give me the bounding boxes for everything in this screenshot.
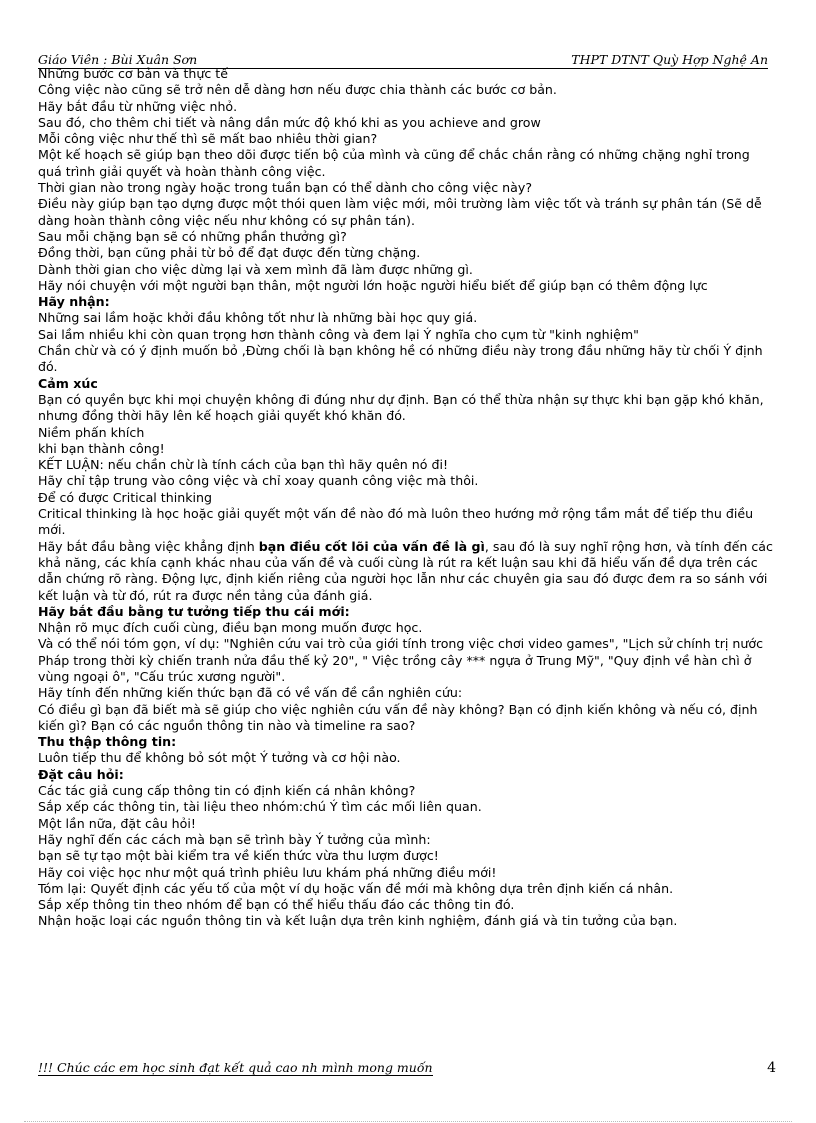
body-line: Hãy nghĩ đến các cách mà bạn sẽ trình bày Ý tưởng của mình: [38,831,431,847]
body-line: Và có thể nói tóm gọn, ví dụ: "Nghiên cứu vai trò của giới tính trong việc chơi video games", "Lịch sử chính trị nước Pháp trong thời kỳ chiến tranh nửa đầu thế kỷ 20", " Việc trồng cây *** ngựa ở Trung Mỹ", "Quy định về hàn chì ở vùng ngoại ô", "Cấu trúc xương người". [38,636,763,684]
body-line: Bạn có quyền bực khi mọi chuyện không đi đúng như dự định. Bạn có thể thừa nhận sự thực khi bạn gặp khó khăn, nhưng đồng thời hãy lên kế hoạch giải quyết khó khăn đó. [38,391,764,424]
body-line: Có điều gì bạn đã biết mà sẽ giúp cho việc nghiên cứu vấn đề này không? Bạn có định kiến không và nếu có, định kiến gì? Bạn có các nguồn thông tin nào và timeline ra sao? [38,701,758,733]
body-line: khi bạn thành công! [38,440,165,456]
body-line: KẾT LUẬN: nếu chần chừ là tính cách của bạn thì hãy quên nó đi! [38,457,449,473]
body-line: Sắp xếp thông tin theo nhóm để bạn có thể hiểu thấu đáo các thông tin đó. [38,897,515,913]
section-heading: Thu thập thông tin: [38,734,177,750]
body-line: Dành thời gian cho việc dừng lại và xem mình đã làm được những gì. [38,261,473,277]
body-line: Các tác giả cung cấp thông tin có định kiến cá nhân không? [38,783,416,799]
section-heading: Đặt câu hỏi: [38,766,124,782]
body-line: Để có được Critical thinking [38,489,212,505]
body-line: Sắp xếp các thông tin, tài liệu theo nhóm:chú Ý tìm các mối liên quan. [38,799,482,815]
footer-text: !!! Chúc các em học sinh đạt kết quả cao nh mình mong muốn [38,1060,433,1075]
body-line: Nhận rõ mục đích cuối cùng, điều bạn mong muốn được học. [38,620,423,636]
body-line-text: Hãy bắt đầu bằng việc khẳng định [38,538,259,554]
section-heading: Hãy nhận: [38,294,110,310]
body-line: Hãy bắt đầu từ những việc nhỏ. [38,98,238,114]
header-school: THPT DTNT Quỳ Hợp Nghệ An [571,52,768,67]
body-line: Sai lầm nhiều khi còn quan trọng hơn thành công và đem lại Ý nghĩa cho cụm từ "kinh nghiệm" [38,326,639,342]
section-heading: Hãy bắt đầu bằng tư tưởng tiếp thu cái mới: [38,603,350,619]
body-line: Hãy nói chuyện với một người bạn thân, một người lớn hoặc người hiểu biết để giúp bạn có thêm động lực [38,277,708,293]
body-line: Hãy chỉ tập trung vào công việc và chỉ xoay quanh công việc mà thôi. [38,473,479,489]
body-line: Chần chừ và có ý định muốn bỏ ,Đừng chối là bạn không hề có những điều này trong đầu những hãy từ chối Ý định đó. [38,343,763,375]
body-line: Thời gian nào trong ngày hoặc trong tuần bạn có thể dành cho công việc này? [38,180,532,196]
body-line: Niềm phấn khích [38,424,145,440]
body-line: Sau đó, cho thêm chi tiết và nâng dần mức độ khó khi as you achieve and grow [38,114,541,130]
body-line-rest: , sau đó là suy nghĩ rộng hơn, và tính đến các khả năng, các khía cạnh khác nhau của vấn đề và cuối cùng là rút ra kết luận sau khi đã hiểu vấn đề dựa trên các dẫn chứng rõ ràng. Động lực, định kiến riêng của người học lẫn như các chuyên gia sau đó được đem ra so sánh với kết luận và từ đó, rút ra được nền tảng của đánh giá. [38,538,773,603]
body-line: Những sai lầm hoặc khởi đầu không tốt như là những bài học quy giá. [38,310,478,326]
body-line: Tóm lại: Quyết định các yếu tố của một ví dụ hoặc vấn đề mới mà không dựa trên định kiến cá nhân. [38,880,674,896]
body-line: Đồng thời, bạn cũng phải từ bỏ để đạt được đến từng chặng. [38,245,421,261]
body-line: Hãy coi việc học như một quá trình phiêu lưu khám phá những điều mới! [38,864,497,880]
body-line: Critical thinking là học hoặc giải quyết một vấn đề nào đó mà luôn theo hướng mở rộng tầm mắt để tiếp thu điều mới. [38,506,754,538]
body-line: Hãy tính đến những kiến thức bạn đã có về vấn đề cần nghiên cứu: [38,685,463,701]
body-line: Một lần nữa, đặt câu hỏi! [38,815,196,831]
body-line: Công việc nào cũng sẽ trở nên dễ dàng hơn nếu được chia thành các bước cơ bản. [38,82,557,98]
body-line: Sau mỗi chặng bạn sẽ có những phần thưởng gì? [38,228,347,244]
body-line [38,539,773,604]
body-line: Một kế hoạch sẽ giúp bạn theo dõi được tiến bộ của mình và cũng để chắc chắn rằng có những chặng nghỉ trong quá trình giải quyết và hoàn thành công việc. [38,147,750,179]
section-heading: Cảm xúc [38,375,98,391]
body-line: bạn sẽ tự tạo một bài kiểm tra về kiến thức vừa thu lượm được! [38,848,439,864]
body-line: Mỗi công việc như thế thì sẽ mất bao nhiêu thời gian? [38,131,378,147]
body-line: Những bước cơ bản và thực tế [38,66,228,81]
body-line: Nhận hoặc loại các nguồn thông tin và kết luận dựa trên kinh nghiệm, đánh giá và tin tưởng của bạn. [38,913,678,929]
header-teacher: Giáo Viên : Bùi Xuân Sơn [38,52,198,67]
page-number: 4 [767,1060,776,1076]
body-line: Điều này giúp bạn tạo dựng được một thói quen làm việc mới, môi trường làm việc tốt và tránh sự phân tán (Sẽ dễ dàng hoàn thành công việc nếu như không có sự phân tán). [38,196,762,228]
emphasis-text: bạn điều cốt lõi của vấn đề là gì [258,538,485,554]
page-footer [38,1060,776,1078]
document-body [38,66,773,930]
page-bottom-divider [24,1121,792,1122]
body-line: Luôn tiếp thu để không bỏ sót một Ý tưởng và cơ hội nào. [38,750,401,766]
